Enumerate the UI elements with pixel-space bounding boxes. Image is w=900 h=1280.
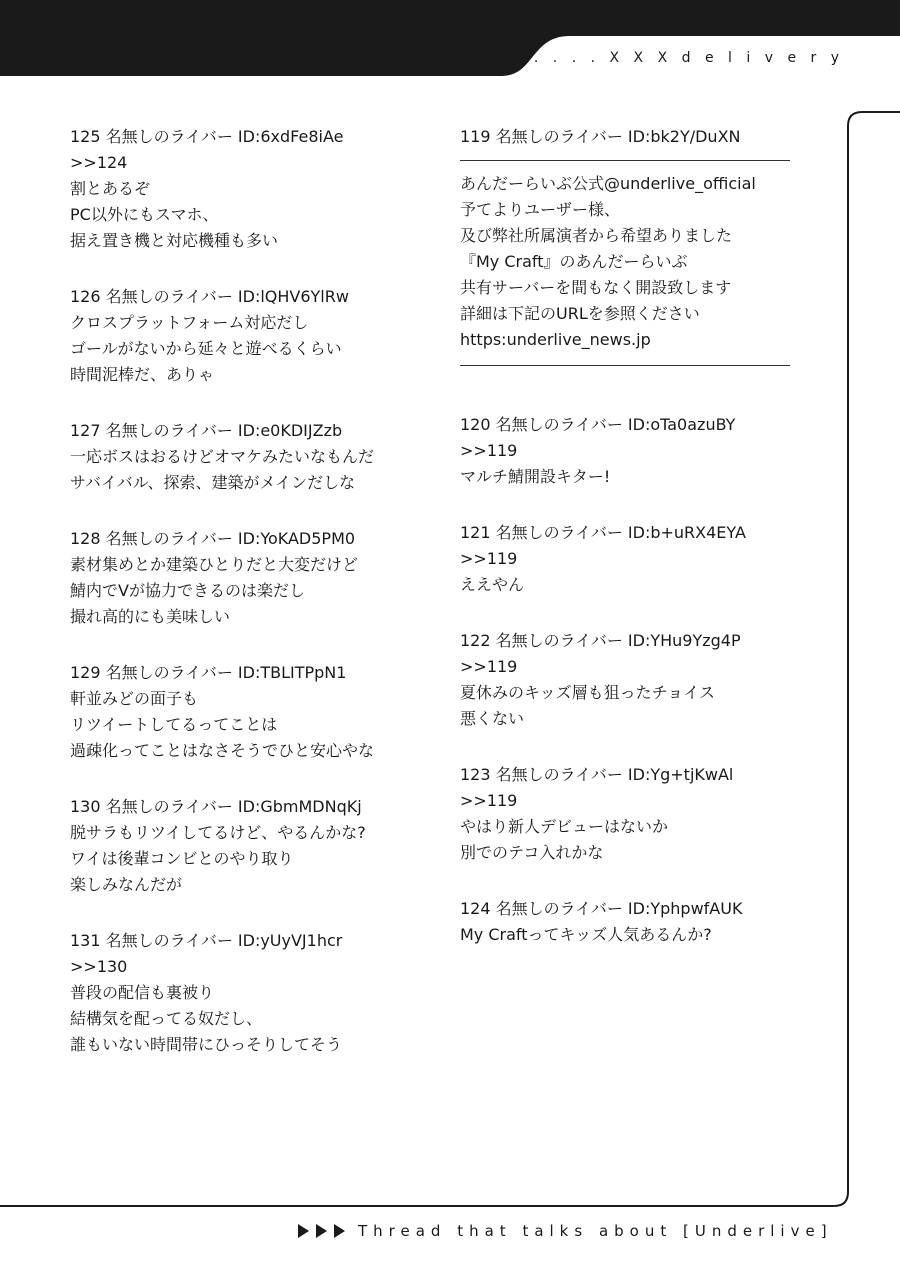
official-line: 共有サーバーを間もなく開設致します [460, 278, 732, 297]
post-header: 130 名無しのライバー ID:GbmMDNqKj [70, 797, 362, 816]
post-line: 撮れ高的にも美味しい [70, 607, 231, 626]
post-131 [70, 928, 430, 1058]
post-line: >>130 [70, 957, 128, 976]
post-header: 120 名無しのライバー ID:oTa0azuBY [460, 415, 736, 434]
footer [298, 1222, 833, 1240]
post-126 [70, 284, 430, 388]
official-line: 『My Craft』のあんだーらいぶ [460, 252, 688, 271]
triangle-icon [316, 1224, 327, 1238]
post-line: 過疎化ってことはなさそうでひと安心やな [70, 741, 375, 760]
post-line: 誰もいない時間帯にひっそりしてそう [70, 1035, 343, 1054]
post-header: 124 名無しのライバー ID:YphpwfAUK [460, 899, 743, 918]
post-125 [70, 124, 430, 254]
post-line: リツイートしてるってことは [70, 715, 278, 734]
footer-title: Thread that talks about [Underlive] [358, 1222, 833, 1240]
post-line: 割とあるぞ [70, 179, 151, 198]
post-121 [460, 520, 790, 598]
post-124 [460, 896, 790, 948]
post-130 [70, 794, 430, 898]
right-column [460, 124, 790, 978]
post-127 [70, 418, 430, 496]
post-header: 128 名無しのライバー ID:YoKAD5PM0 [70, 529, 356, 548]
post-header: 123 名無しのライバー ID:Yg+tjKwAl [460, 765, 734, 784]
post-129 [70, 660, 430, 764]
post-line: 据え置き機と対応機種も多い [70, 231, 279, 250]
official-line: 予てよりユーザー様、 [460, 200, 621, 219]
official-line: 詳細は下記のURLを参照ください [460, 304, 700, 323]
triangle-icon [334, 1224, 345, 1238]
post-line: 悪くない [460, 709, 525, 728]
post-header: 119 名無しのライバー ID:bk2Y/DuXN [460, 127, 741, 146]
post-header: 126 名無しのライバー ID:lQHV6YlRw [70, 287, 349, 306]
post-line: クロスプラットフォーム対応だし [70, 313, 309, 332]
post-line: 素材集めとか建築ひとりだと大変だけど [70, 555, 359, 574]
post-header: 129 名無しのライバー ID:TBLITPpN1 [70, 663, 347, 682]
post-line: 楽しみなんだが [70, 875, 183, 894]
post-line: サバイバル、探索、建築がメインだしな [70, 473, 356, 492]
post-line: 一応ボスはおるけどオマケみたいなもんだ [70, 447, 375, 466]
post-header: 122 名無しのライバー ID:YHu9Yzg4P [460, 631, 741, 650]
post-line: ええやん [460, 575, 525, 594]
official-url: https:underlive_news.jp [460, 330, 651, 349]
post-line: 脱サラもリツイしてるけど、やるんかな? [70, 823, 366, 842]
official-line: あんだーらいぶ公式@underlive_official [460, 174, 756, 193]
post-line: 軒並みどの面子も [70, 689, 199, 708]
post-122 [460, 628, 790, 732]
header-band [0, 0, 900, 78]
post-line: 結構気を配ってる奴だし、 [70, 1009, 263, 1028]
post-header: 127 名無しのライバー ID:e0KDIJZzb [70, 421, 343, 440]
post-line: PC以外にもスマホ、 [70, 205, 219, 224]
post-line: やはり新人デビューはないか [460, 817, 669, 836]
left-column [70, 124, 430, 1088]
post-line: ゴールがないから延々と遊べるくらい [70, 339, 342, 358]
post-line: >>119 [460, 549, 518, 568]
post-128 [70, 526, 430, 630]
post-line: マルチ鯖開設キター! [460, 467, 611, 486]
post-line: 時間泥棒だ、ありゃ [70, 365, 215, 384]
post-line: 普段の配信も裏被り [70, 983, 215, 1002]
post-line: 夏休みのキッズ層も狙ったチョイス [460, 683, 716, 702]
post-line: >>119 [460, 441, 518, 460]
post-123 [460, 762, 790, 866]
post-line: ワイは後輩コンビとのやり取り [70, 849, 294, 868]
post-line: >>119 [460, 791, 518, 810]
post-header: 125 名無しのライバー ID:6xdFe8iAe [70, 127, 344, 146]
post-header: 121 名無しのライバー ID:b+uRX4EYA [460, 523, 746, 542]
post-120 [460, 412, 790, 490]
post-header: 131 名無しのライバー ID:yUyVJ1hcr [70, 931, 343, 950]
header-label: . . . . . X X X d e l i v e r y [515, 50, 844, 66]
post-119 [460, 124, 790, 150]
post-line: My Craftってキッズ人気あるんか? [460, 925, 712, 944]
triangle-icon [298, 1224, 309, 1238]
post-line: 別でのテコ入れかな [460, 843, 604, 862]
official-line: 及び弊社所属演者から希望ありました [460, 226, 733, 245]
post-line: 鯖内でVが協力できるのは楽だし [70, 581, 305, 600]
official-announcement [460, 160, 790, 366]
post-line: >>119 [460, 657, 518, 676]
post-line: >>124 [70, 153, 128, 172]
